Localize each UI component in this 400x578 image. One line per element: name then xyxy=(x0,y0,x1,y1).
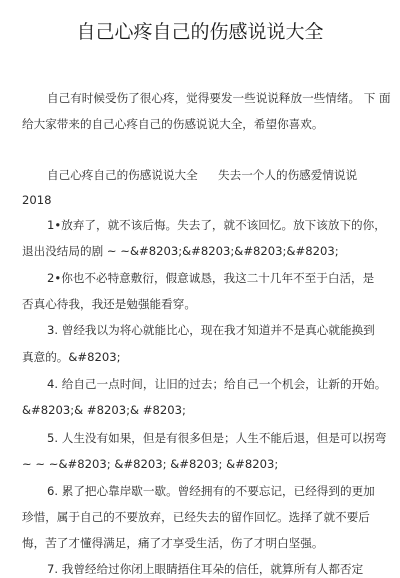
item-text: 4. 给自己一点时间，让旧的过去；给自己一个机会，让新的开始。 xyxy=(47,377,387,391)
item-text: 悔，苦了才懂得满足，痛了才享受生活，伤了才明白坚强。 xyxy=(22,536,324,550)
item-text: 否真心待我，我还是勉强能看穿。 xyxy=(22,297,196,311)
page-title: 自己心疼自己的伤感说说大全 xyxy=(76,21,324,43)
section-heading-left: 自己心疼自己的伤感说说大全 xyxy=(47,168,198,182)
item-text: 6. 累了把心靠岸歇一歇。曾经拥有的不要忘记，已经得到的更加 xyxy=(47,484,375,498)
item-text: 2•你也不必特意敷衍，假意诚恳，我这二十几年不至于白活，是 xyxy=(47,271,375,285)
item-text: 1•放弃了，就不该后悔。失去了，就不该回忆。放下该放下的你， xyxy=(47,218,386,232)
item-text: 退出没结局的剧 ~ ~&#8203;&#8203;&#8203;&#8203; xyxy=(22,244,339,258)
item-text: 3. 曾经我以为将心就能比心，现在我才知道并不是真心就能换到 xyxy=(47,323,375,337)
item-text: ~ ~ ~&#8203; &#8203; &#8203; &#8203; xyxy=(22,457,279,471)
item-text: &#8203;& #8203;& #8203; xyxy=(22,403,186,417)
item-text: 7. 我曾经给过你闭上眼睛捂住耳朵的信任，就算所有人都否定 xyxy=(47,562,364,576)
item-text: 珍惜，属于自己的不要放弃，已经失去的留作回忆。选择了就不要后 xyxy=(22,510,370,524)
section-year: 2018 xyxy=(22,193,52,207)
intro-text: 给大家带来的自己心疼自己的伤感说说大全，希望你喜欢。 xyxy=(22,117,324,131)
intro-text: 自己有时候受伤了很心疼，觉得要发一些说说释放一些情绪。 下 面 xyxy=(47,91,391,105)
item-text: 5. 人生没有如果，但是有很多但是；人生不能后退，但是可以拐弯 xyxy=(47,431,387,445)
item-text: 真意的。&#8203; xyxy=(22,350,121,364)
section-heading-right: 失去一个人的伤感爱情说说 xyxy=(218,168,358,182)
